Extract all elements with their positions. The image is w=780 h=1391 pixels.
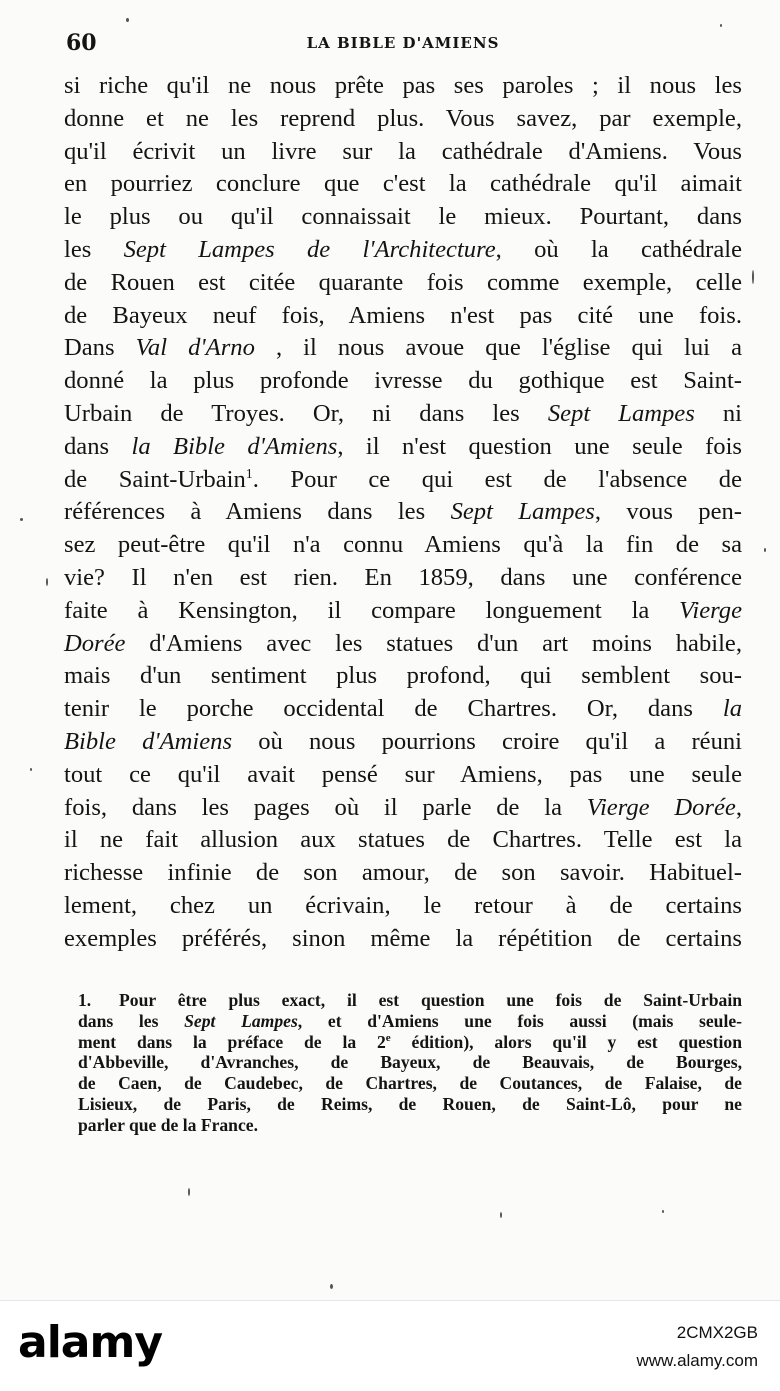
- speck: [46, 578, 48, 586]
- text-line: en pourriez conclure que c'est la cathédrale qu'il aimait: [64, 170, 742, 198]
- text-line: références à Amiens dans les Sept Lampes, vous pen-: [64, 498, 743, 526]
- text-line: faite à Kensington, il compare longuement la Vierge: [64, 596, 742, 624]
- speck: [20, 518, 23, 521]
- footnote-line: dans les Sept Lampes, et d'Amiens une fois aussi (mais seule-: [78, 1010, 743, 1031]
- text-line: de Rouen est citée quarante fois comme exemple, celle: [64, 268, 742, 296]
- page-number: 60: [66, 30, 97, 56]
- text-line: Urbain de Troyes. Or, ni dans les Sept Lampes ni: [64, 399, 743, 427]
- text-line: les Sept Lampes de l'Architecture, où la cathédrale: [64, 235, 742, 263]
- footnote-reference[interactable]: 1: [245, 466, 253, 482]
- text-line: qu'il écrivit un livre sur la cathédrale d'Amiens. Vous: [64, 137, 742, 165]
- speck: [752, 270, 754, 284]
- text-line: il ne fait allusion aux statues de Chartres. Telle est la: [64, 826, 742, 854]
- footnote-line: parler que de la France.: [78, 1114, 258, 1135]
- italic-title: Val d'Arno: [135, 334, 255, 362]
- footnote-reference: e: [385, 1031, 391, 1044]
- text-line: richesse infinie de son amour, de son savoir. Habituel-: [64, 859, 742, 887]
- footnote-line: de Caen, de Caudebec, de Chartres, de Coutances, de Falaise, de: [78, 1073, 742, 1094]
- text-line: le plus ou qu'il connaissait le mieux. Pourtant, dans: [64, 203, 742, 231]
- text-line: sez peut-être qu'il n'a connu Amiens qu'à la fin de sa: [64, 531, 742, 559]
- footnote-line: 1. Pour être plus exact, il est question une fois de Saint-Urbain: [78, 990, 742, 1010]
- body-text: [64, 70, 742, 956]
- italic-title: Sept Lampes: [547, 399, 695, 427]
- text-line: Dans Val d'Arno , il nous avoue que l'église qui lui a: [64, 334, 742, 362]
- footnote-line: ment dans la préface de la 2e édition), alors qu'il y est question: [78, 1031, 742, 1052]
- italic-title: Vierge: [679, 596, 742, 624]
- italic-title: la: [722, 695, 742, 723]
- brand-logo: alamy: [18, 1317, 162, 1368]
- speck: [764, 548, 766, 552]
- speck: [662, 1210, 664, 1213]
- brand-url: www.alamy.com: [636, 1351, 758, 1370]
- brand-meta: [636, 1319, 758, 1375]
- text-line: fois, dans les pages où il parle de la Vierge Dorée,: [64, 793, 742, 821]
- text-line: donné la plus profonde ivresse du gothique est Saint-: [64, 367, 742, 395]
- speck: [188, 1188, 190, 1196]
- italic-title: Sept Lampes: [450, 498, 595, 526]
- footnote: [78, 990, 742, 1136]
- text-line: de Bayeux neuf fois, Amiens n'est pas cité une fois.: [64, 301, 742, 329]
- speck: [500, 1212, 502, 1218]
- image-id: 2CMX2GB: [676, 1323, 758, 1342]
- italic-title: Sept Lampes: [184, 1010, 298, 1031]
- speck: [30, 768, 32, 771]
- footnote-line: d'Abbeville, d'Avranches, de Bayeux, de Beauvais, de Bourges,: [78, 1052, 742, 1073]
- speck: [126, 18, 129, 22]
- italic-title: Bible d'Amiens: [64, 727, 233, 755]
- footnote-line: Lisieux, de Paris, de Reims, de Rouen, de Saint-Lô, pour ne: [78, 1093, 742, 1114]
- text-line: donne et ne les reprend plus. Vous savez, par exemple,: [64, 104, 742, 132]
- speck: [720, 24, 722, 27]
- text-line: si riche qu'il ne nous prête pas ses paroles ; il nous les: [64, 72, 742, 99]
- text-line: tout ce qu'il avait pensé sur Amiens, pas une seule: [64, 760, 742, 788]
- text-line: Bible d'Amiens où nous pourrions croire qu'il a réuni: [64, 727, 742, 755]
- text-line: vie? Il n'en est rien. En 1859, dans une conférence: [64, 563, 742, 591]
- italic-title: Dorée: [64, 629, 126, 657]
- text-line: Dorée d'Amiens avec les statues d'un art moins habile,: [64, 629, 742, 657]
- text-line: tenir le porche occidental de Chartres. Or, dans la: [64, 695, 742, 723]
- running-title: LA BIBLE D'AMIENS: [306, 34, 500, 52]
- text-line: dans la Bible d'Amiens, il n'est question une seule fois: [64, 432, 742, 460]
- italic-title: Sept Lampes de l'Architecture: [123, 235, 496, 263]
- text-line: exemples préférés, sinon même la répétition de certains: [64, 924, 742, 952]
- italic-title: Vierge Dorée: [586, 793, 736, 821]
- running-head: [66, 30, 740, 60]
- text-line: lement, chez un écrivain, le retour à de certains: [64, 891, 742, 919]
- watermark-bar: [0, 1300, 780, 1391]
- speck: [330, 1284, 333, 1289]
- text-line: de Saint-Urbain$^1$. Pour ce qui est de l'absence de: [64, 465, 742, 493]
- text-line: mais d'un sentiment plus profond, qui semblent sou-: [64, 662, 742, 690]
- footnote-number: 1.: [78, 990, 92, 1010]
- italic-title: la Bible d'Amiens: [131, 432, 338, 460]
